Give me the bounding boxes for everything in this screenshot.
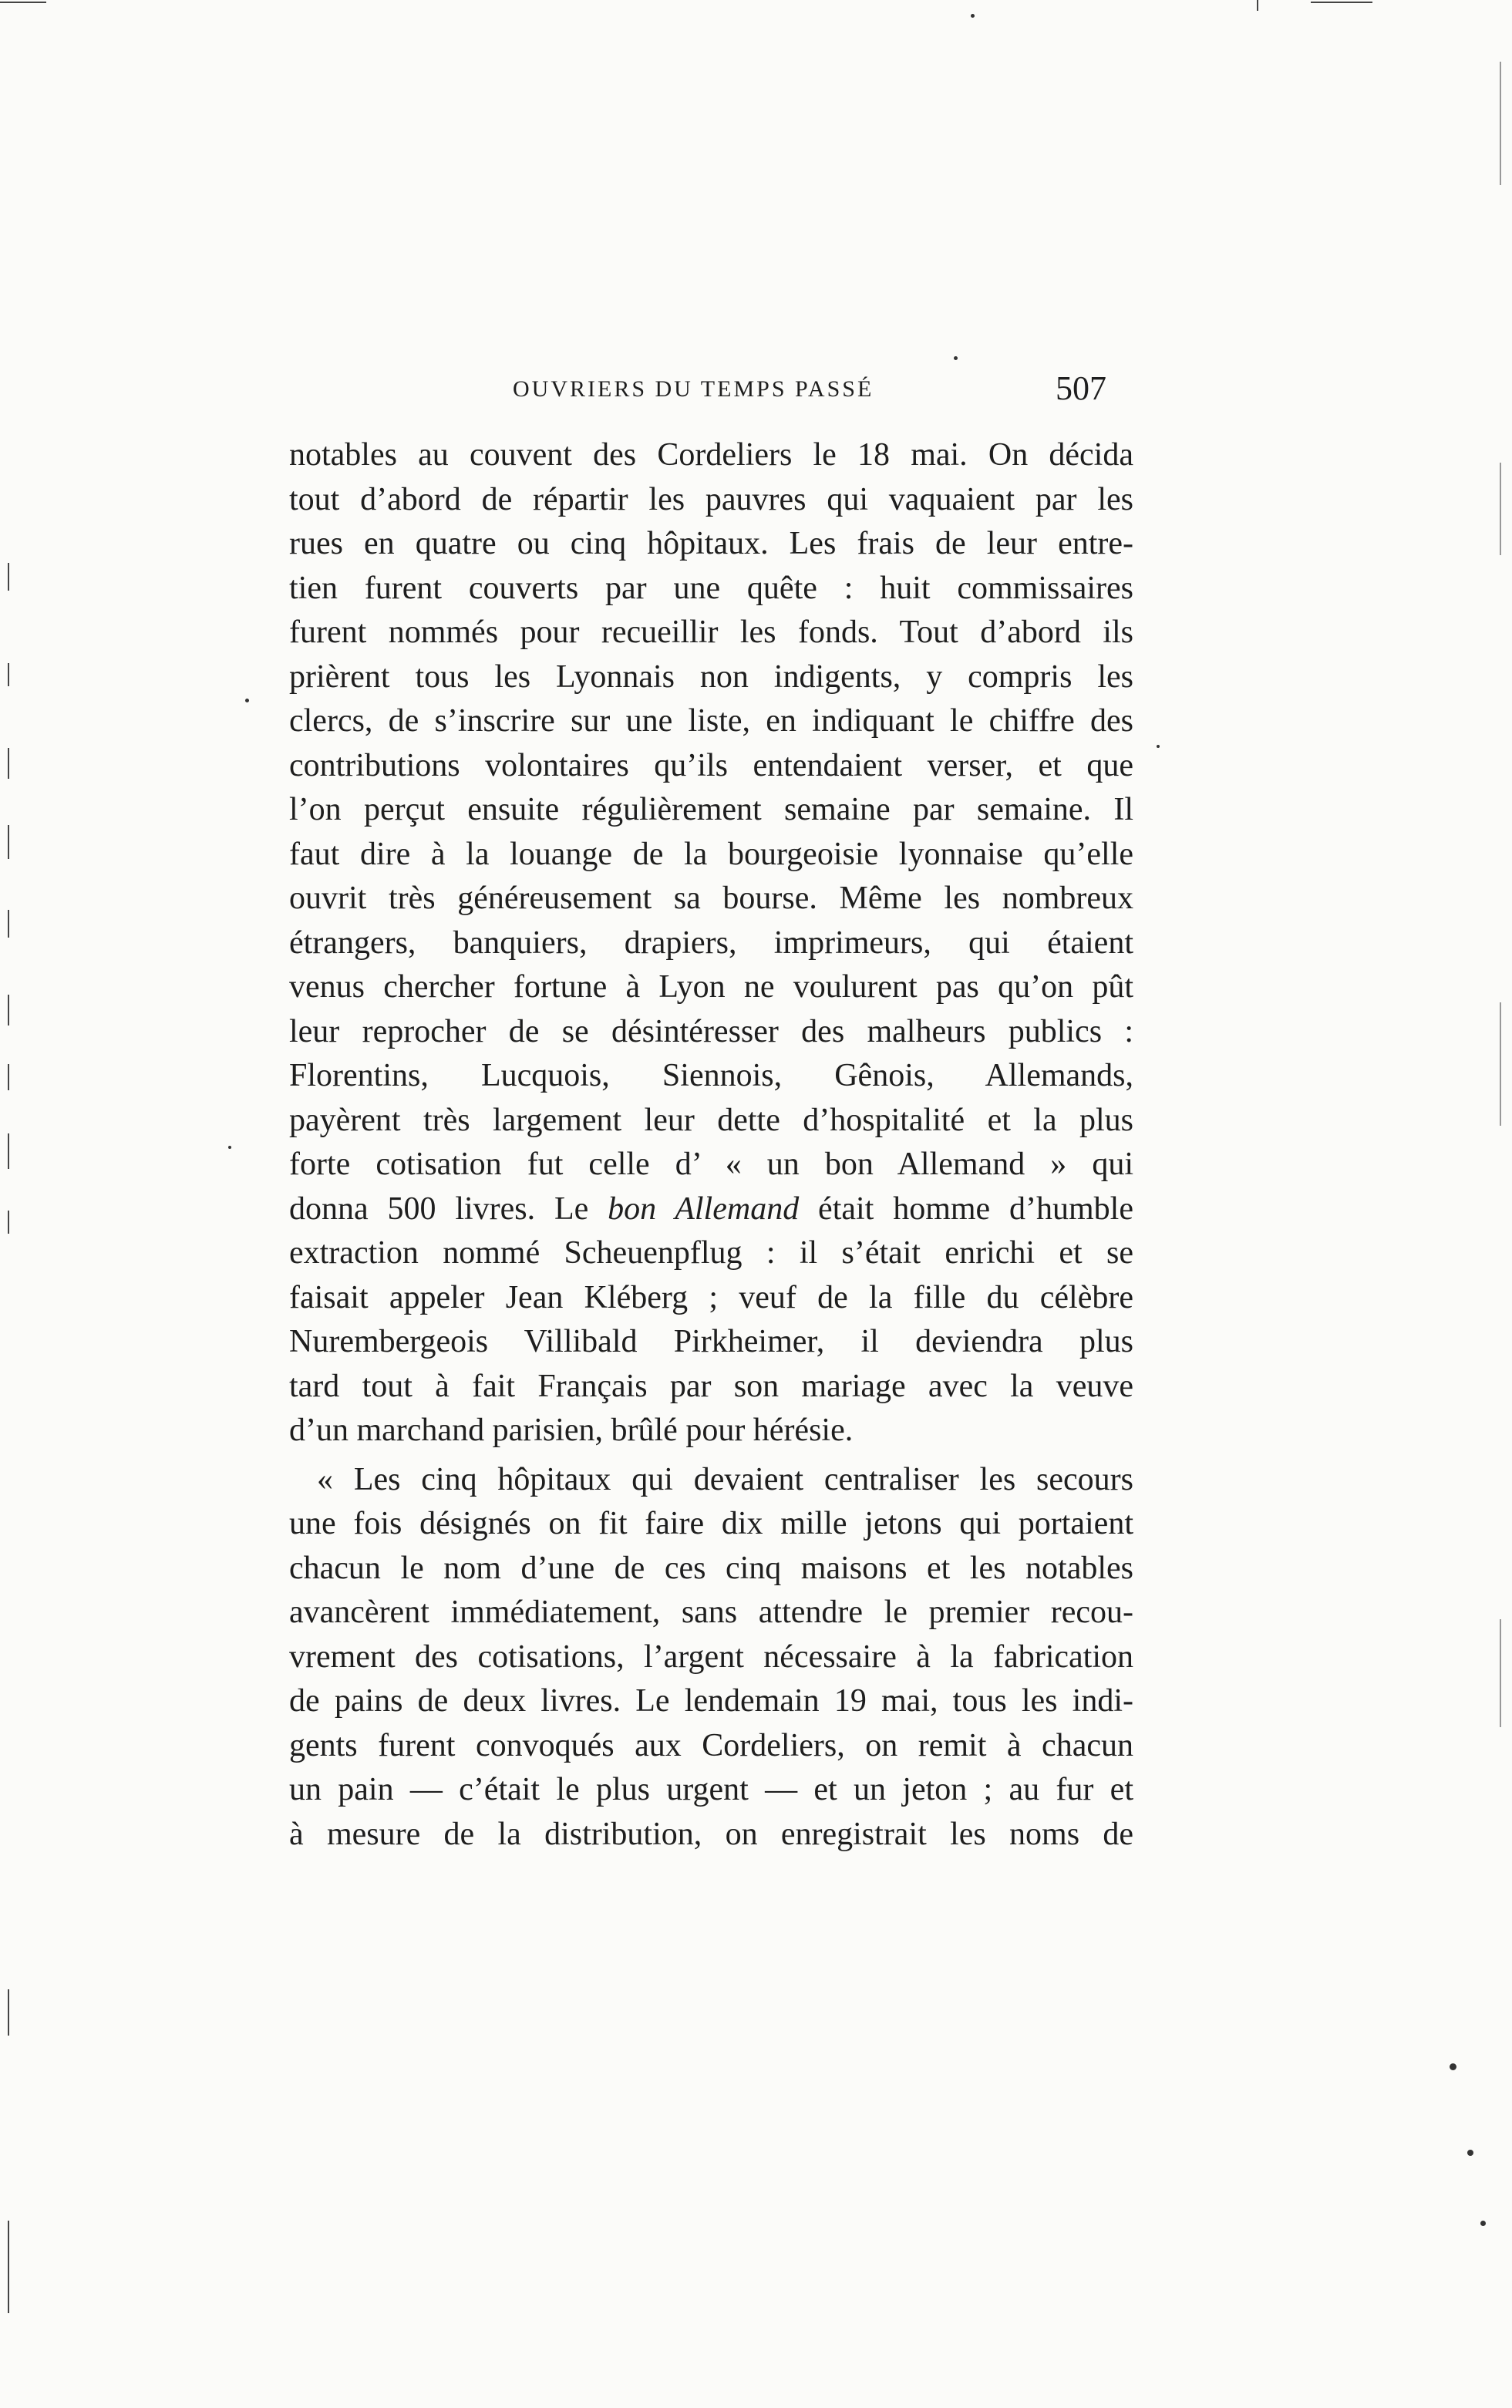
scan-mark	[8, 825, 9, 859]
scan-mark	[0, 2, 46, 3]
paragraph-1	[289, 433, 1133, 1453]
body-text	[289, 433, 1133, 1857]
text-line: Nurembergeois Villibald Pirkheimer, il deviendra plus	[289, 1324, 1133, 1359]
text-line: un pain — c’était le plus urgent — et un jeton ; au fur et	[289, 1772, 1133, 1807]
running-title: OUVRIERS DU TEMPS PASSÉ	[513, 376, 874, 402]
text-line: furent nommés pour recueillir les fonds. Tout d’abord ils	[289, 615, 1133, 650]
text-line: vrement des cotisations, l’argent nécessaire à la fabrication	[289, 1638, 1133, 1675]
text-line: tout d’abord de répartir les pauvres qui vaquaient par les	[289, 481, 1133, 517]
text-line: tard tout à fait Français par son mariage avec la veuve	[289, 1368, 1133, 1404]
text-line: ouvrit très généreusement sa bourse. Même les nombreux	[289, 881, 1133, 916]
text-line: chacun le nom d’une de ces cinq maisons et les notables	[289, 1550, 1133, 1586]
text-line: « Les cinq hôpitaux qui devaient centraliser les secours	[317, 1461, 1133, 1497]
scan-mark	[1500, 463, 1501, 555]
text-line: prièrent tous les Lyonnais non indigents, y compris les	[289, 658, 1133, 695]
scan-mark	[1500, 1619, 1501, 1727]
scan-speck	[1467, 2150, 1473, 2156]
scan-speck	[1450, 2063, 1456, 2070]
text-line: une fois désignés on fit faire dix mille jetons qui portaient	[289, 1506, 1133, 1541]
scan-mark	[8, 563, 9, 591]
scan-mark	[8, 910, 9, 938]
text-line: à mesure de la distribution, on enregistrait les noms de	[289, 1816, 1133, 1852]
text-line: tien furent couverts par une quête : huit commissaires	[289, 570, 1133, 606]
scan-mark	[1500, 62, 1501, 185]
text-line: Florentins, Lucquois, Siennois, Gênois, Allemands,	[289, 1058, 1133, 1093]
scan-mark	[1311, 2, 1372, 3]
text-line: leur reprocher de se désintéresser des malheurs publics :	[289, 1013, 1133, 1049]
text-line: de pains de deux livres. Le lendemain 19 mai, tous les indi-	[289, 1683, 1133, 1719]
text-line: extraction nommé Scheuenpflug : il s’était enrichi et se	[289, 1235, 1133, 1271]
page-header	[289, 369, 1106, 415]
text-line: contributions volontaires qu’ils entendaient verser, et que	[289, 747, 1133, 783]
text-line: payèrent très largement leur dette d’hospitalité et la plus	[289, 1102, 1133, 1138]
scan-speck	[245, 699, 249, 702]
scan-mark	[8, 1211, 9, 1234]
text-line: gents furent convoqués aux Cordeliers, on remit à chacun	[289, 1727, 1133, 1763]
text-segment: était homme d’humble	[799, 1191, 1133, 1227]
scan-mark	[8, 1064, 9, 1090]
text-segment: donna 500 livres. Le	[289, 1191, 608, 1227]
text-line: notables au couvent des Cordeliers le 18 mai. On décida	[289, 437, 1133, 473]
text-line-with-italic	[289, 1187, 1133, 1232]
text-line: l’on perçut ensuite régulièrement semaine par semaine. Il	[289, 792, 1133, 827]
scan-mark	[8, 1989, 9, 2036]
text-line: rues en quatre ou cinq hôpitaux. Les frais de leur entre-	[289, 526, 1133, 561]
italic-phrase: bon Allemand	[608, 1191, 800, 1227]
scan-mark	[8, 995, 9, 1026]
text-line: avancèrent immédiatement, sans attendre le premier recou-	[289, 1595, 1133, 1630]
scan-speck	[954, 356, 958, 360]
text-line: étrangers, banquiers, drapiers, imprimeurs, qui étaient	[289, 924, 1133, 961]
text-line: faut dire à la louange de la bourgeoisie lyonnaise qu’elle	[289, 836, 1133, 872]
page-number: 507	[1056, 369, 1106, 407]
scan-speck	[228, 1146, 231, 1149]
text-line: venus chercher fortune à Lyon ne voulurent pas qu’on pût	[289, 969, 1133, 1005]
text-line: faisait appeler Jean Kléberg ; veuf de la fille du célèbre	[289, 1279, 1133, 1315]
scan-mark	[8, 2221, 9, 2313]
scan-speck	[1480, 2221, 1486, 2226]
scan-mark	[8, 1133, 9, 1169]
scan-mark	[1257, 0, 1258, 11]
text-line: clercs, de s’inscrire sur une liste, en indiquant le chiffre des	[289, 703, 1133, 739]
text-line: d’un marchand parisien, brûlé pour hérésie.	[289, 1413, 854, 1448]
scan-mark	[1500, 1002, 1501, 1126]
scan-speck	[1157, 745, 1160, 748]
scan-mark	[8, 663, 9, 686]
scan-speck	[971, 14, 975, 18]
scan-mark	[8, 748, 9, 779]
paragraph-2	[289, 1458, 1133, 1857]
text-line: forte cotisation fut celle d’ « un bon Allemand » qui	[289, 1147, 1133, 1182]
